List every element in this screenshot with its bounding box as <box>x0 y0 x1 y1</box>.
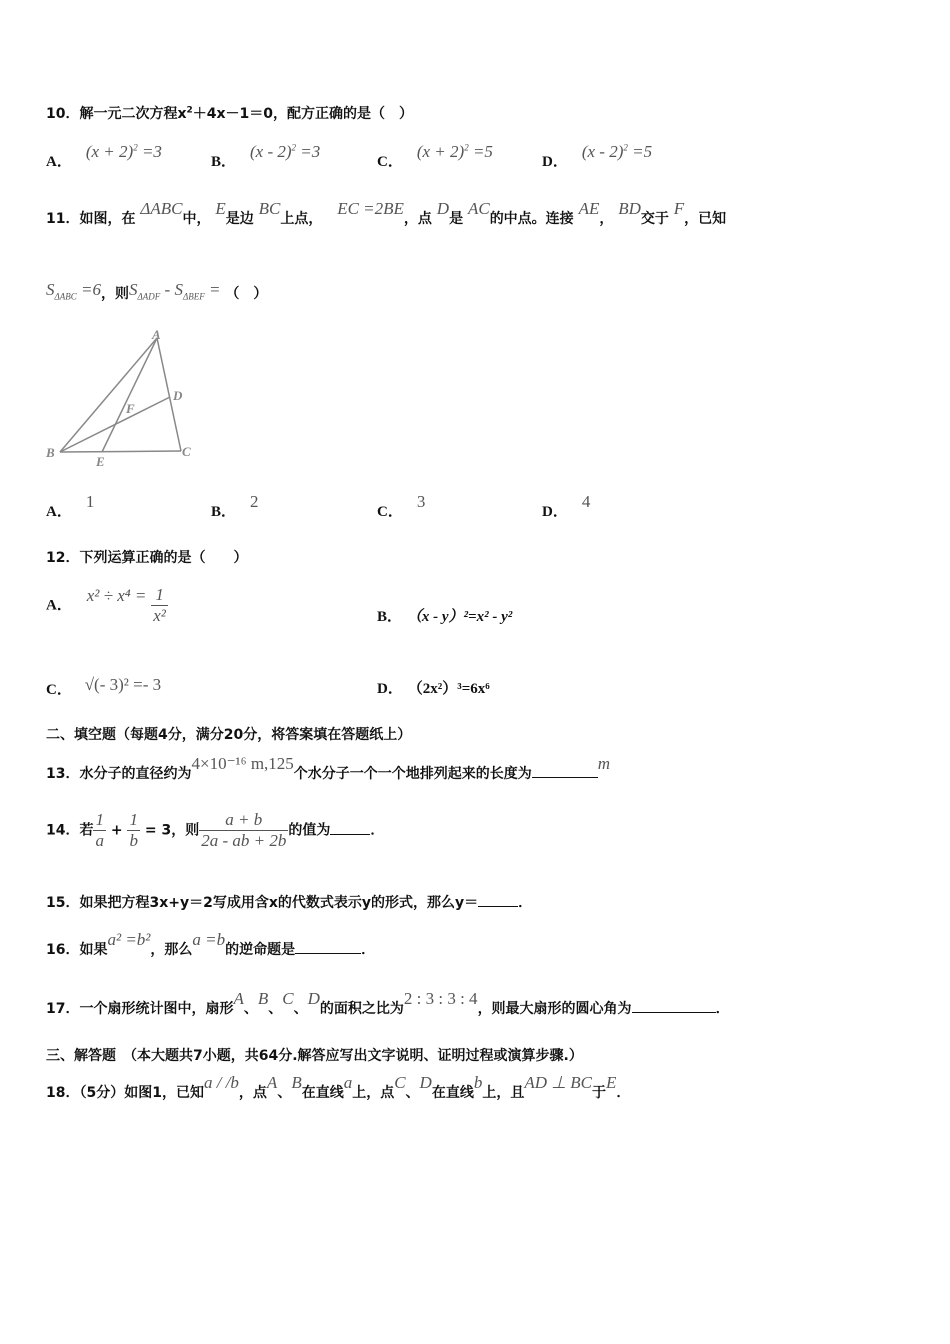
section-heading-fill-in: 二、填空题（每题4分，满分20分，将答案填在答题纸上） <box>46 727 412 743</box>
option-exp: 2 <box>464 142 469 153</box>
label-f: F <box>126 401 135 416</box>
math: A <box>266 1073 278 1092</box>
text: ． <box>518 895 533 911</box>
segment-ae <box>102 338 157 452</box>
label-e: E <box>96 454 105 469</box>
math: B <box>291 1073 302 1092</box>
q12-number: 12． <box>46 550 80 566</box>
q15 <box>46 892 532 912</box>
text: 的值为 <box>288 822 331 839</box>
q12-option-c <box>46 675 162 699</box>
text: 是 <box>449 211 464 227</box>
option-label: D． <box>542 504 568 520</box>
text: 的面积之比为 <box>319 1001 404 1017</box>
text: ． <box>715 1001 730 1017</box>
math: m <box>597 754 611 773</box>
q11-number: 11． <box>46 211 80 227</box>
math-sub: ΔBEF <box>182 291 205 302</box>
q17-number: 17． <box>46 1001 80 1017</box>
math: BC <box>258 199 281 218</box>
math: AC <box>467 199 490 218</box>
denominator: a <box>95 831 104 850</box>
text: ，那么 <box>150 942 193 958</box>
side-bc <box>60 451 181 452</box>
q11-stem <box>46 199 727 228</box>
text: 个水分子一个一个地排列起来的长度为 <box>293 766 532 782</box>
math: A <box>233 989 244 1008</box>
math: E <box>606 1073 617 1092</box>
section-heading-solutions: 三、解答题 （本大题共7小题，共64分.解答应写出文字说明、证明过程或演算步骤.） <box>46 1048 583 1064</box>
text: ，点 <box>238 1085 267 1101</box>
q10-text-2: ＋4x－1＝0，配方正确的是（ ） <box>192 106 414 122</box>
text: ， <box>599 211 614 227</box>
answer-blank[interactable] <box>478 906 518 907</box>
math: a =b <box>192 930 226 949</box>
text: 、 <box>268 1001 283 1017</box>
text: ，已知 <box>684 211 727 227</box>
option-rhs: =5 <box>468 142 493 161</box>
q13-number: 13． <box>46 766 80 782</box>
text: 在直线 <box>301 1085 344 1101</box>
math: D <box>436 199 450 218</box>
math: 4×10⁻¹⁶ m,125 <box>191 754 294 773</box>
math: EC =2BE <box>337 199 404 218</box>
q12-option-d <box>377 677 490 698</box>
text: 在直线 <box>431 1085 474 1101</box>
option-label: C． <box>377 504 403 520</box>
text: ，则最大扇形的圆心角为 <box>477 1001 632 1017</box>
q10-stem <box>46 103 413 123</box>
text: ，则 <box>101 286 130 302</box>
text: 如果 <box>79 942 108 958</box>
q16 <box>46 930 376 959</box>
denominator: 2a - ab + 2b <box>201 831 287 850</box>
math-sub: ΔABC <box>54 291 77 302</box>
math: a / /b <box>203 1073 239 1092</box>
option-math: √(- 3)² =- 3 <box>84 675 162 694</box>
math: S <box>174 280 183 299</box>
option-label: A． <box>46 504 72 520</box>
option-math: （x - y）²=x² - y² <box>406 609 513 625</box>
text: 、 <box>243 1001 258 1017</box>
option-exp: 2 <box>623 142 628 153</box>
option-exp: 2 <box>291 142 297 153</box>
math: C <box>282 989 294 1008</box>
option-label: B． <box>377 609 403 625</box>
numerator: 1 <box>95 810 104 829</box>
text: 是边 <box>225 211 254 227</box>
text: （5分）如图1，已知 <box>79 1085 204 1101</box>
text: 一个扇形统计图中，扇形 <box>79 1001 234 1017</box>
math: S <box>129 280 138 299</box>
answer-blank[interactable] <box>532 777 598 778</box>
option-rhs: =5 <box>627 142 653 161</box>
answer-blank[interactable] <box>632 1012 716 1013</box>
q18 <box>46 1073 631 1102</box>
label-b: B <box>46 445 55 460</box>
text: 于 <box>592 1085 607 1101</box>
text: 如果把方程3x+y＝2写成用含x的代数式表示y的形式，那么y＝ <box>79 895 479 911</box>
q12-option-b <box>377 605 512 626</box>
q12-stem <box>46 547 247 567</box>
q11-option-a <box>46 492 95 521</box>
option-label: B． <box>211 504 237 520</box>
segment-bd <box>60 397 170 452</box>
math: a² =b² <box>107 930 151 949</box>
math: - <box>160 280 175 299</box>
q10-option-c <box>377 142 493 171</box>
option-math: x² ÷ x⁴ = <box>86 585 147 605</box>
math: =6 <box>76 280 102 299</box>
label-d: D <box>173 388 183 403</box>
option-label: C． <box>46 682 72 698</box>
q15-number: 15． <box>46 895 80 911</box>
q10-number: 10． <box>46 106 80 122</box>
q11-option-c <box>377 492 426 521</box>
text: 、 <box>293 1001 308 1017</box>
q14 <box>46 810 384 851</box>
q10-option-a <box>46 142 162 171</box>
q18-number: 18． <box>46 1085 80 1101</box>
text: 上，点 <box>352 1085 395 1101</box>
text: 的中点。连接 <box>489 211 574 227</box>
text: 的逆命题是 <box>225 942 296 958</box>
text: 中， <box>182 211 211 227</box>
math: = <box>204 280 221 299</box>
text: 如图，在 <box>79 211 136 227</box>
q13 <box>46 754 611 783</box>
math: D <box>419 1073 432 1092</box>
label-c: C <box>182 444 191 459</box>
q11-option-b <box>211 492 259 521</box>
text: 、 <box>277 1085 292 1101</box>
q10-sup: 2 <box>186 105 193 116</box>
side-ab <box>60 338 157 452</box>
numerator: 1 <box>129 810 138 829</box>
q10-option-d <box>542 142 653 171</box>
option-value: 2 <box>250 492 259 511</box>
math: B <box>257 989 269 1008</box>
text: 若 <box>79 822 94 839</box>
q16-number: 16． <box>46 942 80 958</box>
q10-option-b <box>211 142 321 171</box>
q10-text: 解一元二次方程x <box>79 106 187 122</box>
math: C <box>394 1073 406 1092</box>
math: b <box>473 1073 483 1092</box>
option-math: (x + 2) <box>85 142 134 161</box>
math: AE <box>578 199 600 218</box>
answer-blank[interactable] <box>330 834 370 835</box>
option-rhs: =3 <box>296 142 321 161</box>
numerator: a + b <box>225 810 263 829</box>
option-math: (x + 2) <box>416 142 465 161</box>
math: BD <box>618 199 641 218</box>
text: ． <box>370 822 385 839</box>
q11-stem-2 <box>46 280 268 304</box>
option-exp: 2 <box>133 142 138 153</box>
text: 交于 <box>640 211 669 227</box>
option-value: 3 <box>416 492 426 511</box>
option-rhs: =3 <box>137 142 162 161</box>
denominator: x² <box>153 606 166 625</box>
label-a: A <box>152 327 161 342</box>
q12-option-a <box>46 585 168 626</box>
text: 上点， <box>280 211 323 227</box>
option-math: (x - 2) <box>250 142 292 161</box>
math: S <box>46 280 55 299</box>
math: a <box>343 1073 353 1092</box>
text: （ ） <box>225 286 268 302</box>
option-label: B． <box>211 154 237 170</box>
option-label: C． <box>377 154 403 170</box>
option-label: D． <box>377 681 403 697</box>
text: 、 <box>405 1085 420 1101</box>
math: E <box>215 199 226 218</box>
math: F <box>673 199 685 218</box>
text: 水分子的直径约为 <box>79 766 192 782</box>
option-math: （2x²）³=6x⁶ <box>407 681 490 697</box>
option-math: (x - 2) <box>581 142 624 161</box>
q17 <box>46 989 730 1018</box>
text: ． <box>361 942 376 958</box>
option-value: 4 <box>581 492 591 511</box>
fraction <box>151 585 168 626</box>
denominator: b <box>129 831 138 850</box>
option-label: D． <box>542 154 568 170</box>
text: = 3，则 <box>139 822 200 839</box>
answer-blank[interactable] <box>295 953 361 954</box>
text: 上，且 <box>482 1085 525 1101</box>
text: ，点 <box>403 211 432 227</box>
triangle-figure <box>40 325 210 475</box>
math: AD ⊥ BC <box>524 1073 593 1092</box>
math: 2 : 3 : 3 : 4 <box>403 989 478 1008</box>
math-sub: ΔADF <box>137 291 161 302</box>
math: D <box>307 989 320 1008</box>
math: ΔABC <box>140 199 183 218</box>
q14-number: 14． <box>46 822 80 839</box>
q11-option-d <box>542 492 591 521</box>
option-value: 1 <box>85 492 95 511</box>
text: ． <box>616 1085 631 1101</box>
option-label: A． <box>46 597 72 614</box>
numerator: 1 <box>155 585 164 604</box>
text: 下列运算正确的是（ ） <box>79 550 248 566</box>
option-label: A． <box>46 154 72 170</box>
text: + <box>105 822 128 839</box>
